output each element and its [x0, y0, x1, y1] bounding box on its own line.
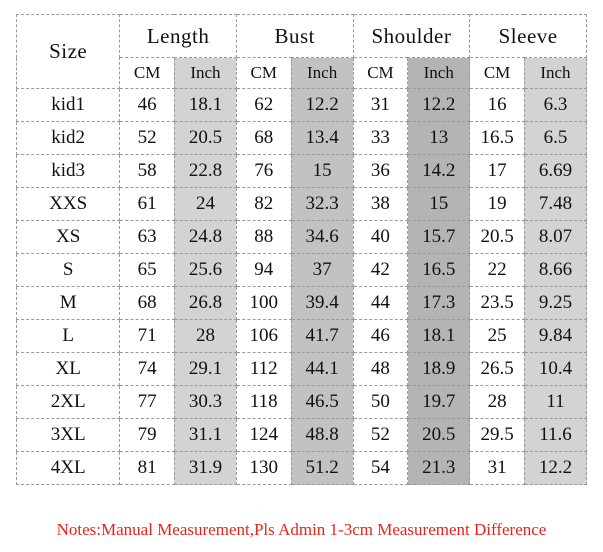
measurement-cell: 22.8 — [174, 155, 236, 188]
measurement-cell: 31 — [353, 89, 408, 122]
measurement-cell: 79 — [120, 419, 175, 452]
measurement-cell: 25.6 — [174, 254, 236, 287]
table-row — [17, 419, 587, 452]
measurement-cell: 23.5 — [470, 287, 525, 320]
measurement-cell: 12.2 — [524, 452, 586, 485]
measurement-cell: 48.8 — [291, 419, 353, 452]
measurement-cell: 31.9 — [174, 452, 236, 485]
measurement-cell: 12.2 — [408, 89, 470, 122]
row-size-label: M — [17, 287, 120, 320]
measurement-cell: 30.3 — [174, 386, 236, 419]
table-row — [17, 221, 587, 254]
measurement-cell: 52 — [353, 419, 408, 452]
measurement-cell: 36 — [353, 155, 408, 188]
measurement-cell: 33 — [353, 122, 408, 155]
row-size-label: S — [17, 254, 120, 287]
header-unit: Inch — [524, 58, 586, 89]
measurement-cell: 65 — [120, 254, 175, 287]
measurement-cell: 54 — [353, 452, 408, 485]
measurement-cell: 16 — [470, 89, 525, 122]
measurement-cell: 20.5 — [174, 122, 236, 155]
row-size-label: kid3 — [17, 155, 120, 188]
measurement-cell: 28 — [470, 386, 525, 419]
measurement-cell: 13 — [408, 122, 470, 155]
row-size-label: L — [17, 320, 120, 353]
measurement-cell: 62 — [236, 89, 291, 122]
row-size-label: 3XL — [17, 419, 120, 452]
header-unit: CM — [353, 58, 408, 89]
header-group: Shoulder — [353, 15, 470, 58]
header-unit: CM — [470, 58, 525, 89]
measurement-cell: 88 — [236, 221, 291, 254]
header-group: Sleeve — [470, 15, 587, 58]
measurement-cell: 8.66 — [524, 254, 586, 287]
measurement-notes: Notes:Manual Measurement,Pls Admin 1-3cm Measurement Difference — [56, 520, 547, 539]
measurement-cell: 26.5 — [470, 353, 525, 386]
measurement-cell: 46.5 — [291, 386, 353, 419]
header-unit: Inch — [408, 58, 470, 89]
measurement-cell: 31.1 — [174, 419, 236, 452]
measurement-cell: 15 — [291, 155, 353, 188]
measurement-cell: 24.8 — [174, 221, 236, 254]
measurement-cell: 9.84 — [524, 320, 586, 353]
measurement-cell: 63 — [120, 221, 175, 254]
measurement-cell: 82 — [236, 188, 291, 221]
measurement-cell: 118 — [236, 386, 291, 419]
measurement-cell: 17.3 — [408, 287, 470, 320]
row-size-label: XXS — [17, 188, 120, 221]
row-size-label: 2XL — [17, 386, 120, 419]
measurement-cell: 81 — [120, 452, 175, 485]
measurement-cell: 9.25 — [524, 287, 586, 320]
measurement-cell: 46 — [120, 89, 175, 122]
measurement-cell: 124 — [236, 419, 291, 452]
measurement-cell: 13.4 — [291, 122, 353, 155]
measurement-cell: 50 — [353, 386, 408, 419]
measurement-cell: 24 — [174, 188, 236, 221]
measurement-cell: 16.5 — [408, 254, 470, 287]
measurement-cell: 29.5 — [470, 419, 525, 452]
measurement-cell: 7.48 — [524, 188, 586, 221]
header-unit: Inch — [291, 58, 353, 89]
measurement-cell: 28 — [174, 320, 236, 353]
measurement-cell: 15.7 — [408, 221, 470, 254]
header-size: Size — [17, 15, 120, 89]
measurement-cell: 52 — [120, 122, 175, 155]
measurement-cell: 38 — [353, 188, 408, 221]
measurement-cell: 20.5 — [408, 419, 470, 452]
table-row — [17, 320, 587, 353]
measurement-cell: 19 — [470, 188, 525, 221]
row-size-label: XS — [17, 221, 120, 254]
measurement-cell: 26.8 — [174, 287, 236, 320]
measurement-cell: 22 — [470, 254, 525, 287]
row-size-label: 4XL — [17, 452, 120, 485]
measurement-cell: 51.2 — [291, 452, 353, 485]
measurement-cell: 14.2 — [408, 155, 470, 188]
table-row — [17, 188, 587, 221]
table-row — [17, 89, 587, 122]
table-row — [17, 254, 587, 287]
measurement-cell: 112 — [236, 353, 291, 386]
measurement-cell: 46 — [353, 320, 408, 353]
header-group: Bust — [236, 15, 353, 58]
table-header-groups — [17, 15, 587, 58]
measurement-cell: 42 — [353, 254, 408, 287]
row-size-label: kid1 — [17, 89, 120, 122]
measurement-cell: 41.7 — [291, 320, 353, 353]
header-unit: CM — [236, 58, 291, 89]
measurement-cell: 21.3 — [408, 452, 470, 485]
measurement-cell: 18.1 — [174, 89, 236, 122]
measurement-cell: 29.1 — [174, 353, 236, 386]
measurement-cell: 100 — [236, 287, 291, 320]
measurement-cell: 71 — [120, 320, 175, 353]
measurement-cell: 94 — [236, 254, 291, 287]
measurement-cell: 32.3 — [291, 188, 353, 221]
table-row — [17, 122, 587, 155]
table-row — [17, 452, 587, 485]
measurement-cell: 25 — [470, 320, 525, 353]
measurement-cell: 39.4 — [291, 287, 353, 320]
measurement-cell: 8.07 — [524, 221, 586, 254]
measurement-cell: 6.3 — [524, 89, 586, 122]
measurement-cell: 44.1 — [291, 353, 353, 386]
header-unit: Inch — [174, 58, 236, 89]
row-size-label: XL — [17, 353, 120, 386]
measurement-cell: 20.5 — [470, 221, 525, 254]
measurement-cell: 130 — [236, 452, 291, 485]
measurement-cell: 106 — [236, 320, 291, 353]
measurement-cell: 74 — [120, 353, 175, 386]
measurement-cell: 12.2 — [291, 89, 353, 122]
table-row — [17, 287, 587, 320]
measurement-cell: 61 — [120, 188, 175, 221]
measurement-cell: 15 — [408, 188, 470, 221]
measurement-cell: 6.5 — [524, 122, 586, 155]
measurement-cell: 16.5 — [470, 122, 525, 155]
measurement-cell: 6.69 — [524, 155, 586, 188]
table-row — [17, 155, 587, 188]
measurement-cell: 68 — [236, 122, 291, 155]
measurement-cell: 68 — [120, 287, 175, 320]
measurement-cell: 34.6 — [291, 221, 353, 254]
measurement-cell: 44 — [353, 287, 408, 320]
size-chart-table — [16, 14, 587, 485]
measurement-cell: 17 — [470, 155, 525, 188]
measurement-cell: 11 — [524, 386, 586, 419]
measurement-cell: 11.6 — [524, 419, 586, 452]
measurement-cell: 18.1 — [408, 320, 470, 353]
measurement-cell: 48 — [353, 353, 408, 386]
measurement-cell: 40 — [353, 221, 408, 254]
header-unit: CM — [120, 58, 175, 89]
measurement-cell: 19.7 — [408, 386, 470, 419]
measurement-cell: 18.9 — [408, 353, 470, 386]
measurement-cell: 31 — [470, 452, 525, 485]
measurement-cell: 10.4 — [524, 353, 586, 386]
table-row — [17, 353, 587, 386]
measurement-cell: 77 — [120, 386, 175, 419]
header-group: Length — [120, 15, 237, 58]
table-row — [17, 386, 587, 419]
measurement-cell: 58 — [120, 155, 175, 188]
measurement-cell: 37 — [291, 254, 353, 287]
row-size-label: kid2 — [17, 122, 120, 155]
measurement-cell: 76 — [236, 155, 291, 188]
